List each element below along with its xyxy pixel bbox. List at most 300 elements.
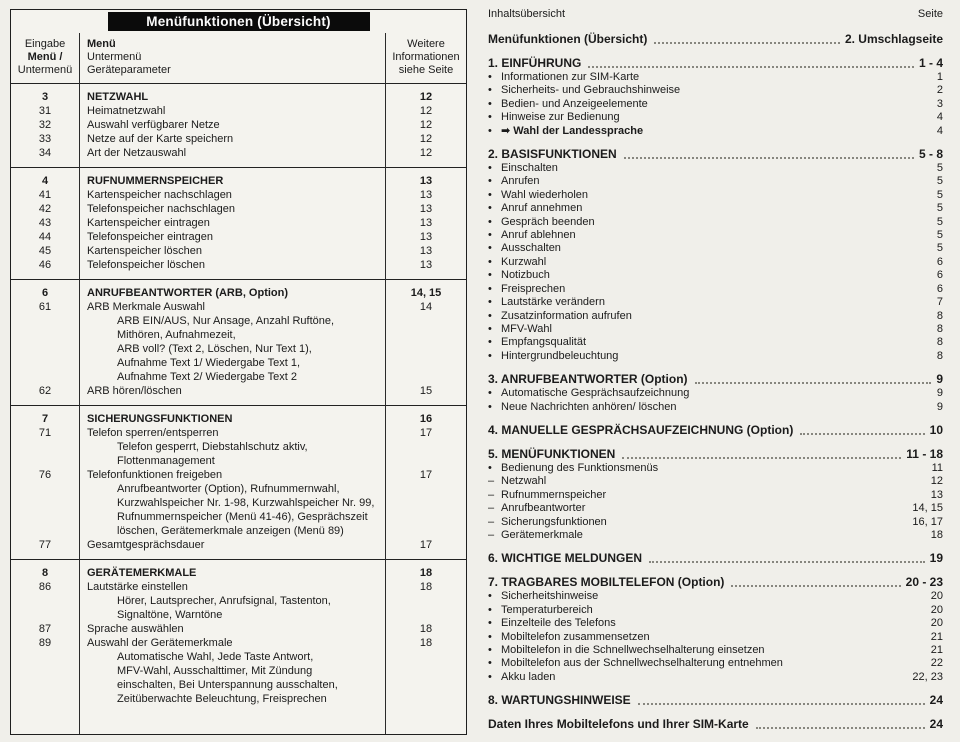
toc-item-text: Lautstärke verändern [501, 296, 605, 309]
menu-label: Auswahl der Gerätemerkmale [87, 637, 233, 649]
dash-icon: – [488, 515, 495, 528]
toc-item [488, 529, 943, 542]
menu-code [11, 608, 79, 622]
toc-item-text: Gespräch beenden [501, 215, 595, 228]
toc-item-page: 6 [936, 255, 943, 268]
toc-item-page: 8 [936, 322, 943, 335]
toc-item-page: 5 [936, 242, 943, 255]
bullet-icon: • [488, 255, 492, 268]
bullet-icon: • [488, 644, 492, 656]
menu-code: 8 [41, 567, 49, 579]
page-ref: 17 [419, 469, 433, 481]
bullet-icon: • [488, 111, 492, 124]
toc-item [488, 387, 943, 400]
toc-item [488, 604, 943, 617]
toc-item-page: 14, 15 [912, 502, 943, 515]
bullet-icon: • [488, 202, 492, 215]
menu-label: ARB hören/löschen [87, 385, 182, 397]
dash-icon: – [488, 528, 495, 541]
bullet-icon: • [488, 461, 492, 474]
page-ref [386, 440, 466, 454]
header-line: Menü / [27, 51, 63, 63]
toc-item-text: Gerätemerkmale [501, 528, 583, 541]
menu-label: Anrufbeantworter (Option), Rufnummernwahl, [117, 483, 340, 495]
toc-item-page: 3 [936, 97, 943, 110]
toc-item-page: 1 [936, 71, 943, 83]
toc-item-text: Anrufbeantworter [501, 502, 586, 515]
toc-item-text: Bedienung des Funktionsmenüs [501, 461, 659, 474]
menu-label: Kartenspeicher eintragen [87, 217, 210, 229]
menu-code: 7 [41, 413, 49, 425]
toc-heading [488, 423, 943, 438]
toc-heading-page: 5 - 8 [918, 147, 943, 162]
menu-label: ANRUFBEANTWORTER (ARB, Option) [87, 287, 289, 299]
toc-item-text: Hintergrundbeleuchtung [501, 349, 619, 362]
menu-code [11, 356, 79, 370]
toc-item-page: 20 [930, 603, 943, 616]
toc-heading [488, 717, 943, 732]
bullet-icon: • [488, 97, 492, 110]
toc-item [488, 657, 943, 670]
menu-code [11, 440, 79, 454]
toc-panel [488, 8, 951, 740]
toc-heading-text: 4. MANUELLE GESPRÄCHSAUFZEICHNUNG (Option) [488, 422, 794, 437]
toc-item-page: 2 [936, 84, 943, 97]
page-ref: 14 [419, 301, 433, 313]
toc-heading-page: 2. Umschlagseite [844, 32, 943, 46]
page-ref: 13 [419, 259, 433, 271]
menu-code: 77 [38, 539, 52, 551]
toc-item-page: 5 [936, 162, 943, 175]
menu-label: Telefon gesperrt, Diebstahlschutz aktiv, [117, 441, 308, 453]
bullet-icon: • [488, 162, 492, 175]
bullet-icon: • [488, 336, 492, 349]
bullet-icon: • [488, 349, 492, 362]
header-line: Untermenü [87, 51, 142, 63]
menu-label: einschalten, Bei Unterspannung ausschalten, [117, 679, 338, 691]
menu-label: Telefonspeicher eintragen [87, 231, 213, 243]
toc-item-page: 4 [936, 124, 943, 137]
bullet-icon: • [488, 229, 492, 242]
toc-item-page: 18 [930, 528, 943, 541]
menu-code: 42 [38, 203, 52, 215]
page-ref: 18 [419, 567, 433, 579]
toc-item-text: Empfangsqualität [501, 336, 586, 349]
menu-code: 71 [38, 427, 52, 439]
menu-code [11, 524, 79, 538]
toc-section [488, 56, 943, 138]
dot-leader-icon [731, 585, 900, 587]
toc-section [488, 423, 943, 438]
menu-label: ARB EIN/AUS, Nur Ansage, Anzahl Ruftöne, [117, 315, 335, 327]
bullet-icon: • [488, 124, 492, 137]
menu-code: 34 [38, 147, 52, 159]
menu-code [11, 664, 79, 678]
toc-heading [488, 372, 943, 387]
header-col-page [386, 38, 466, 77]
menu-code: 62 [38, 385, 52, 397]
header-line: Geräteparameter [87, 64, 171, 76]
menu-label: Gesamtgesprächsdauer [87, 539, 205, 551]
page-ref: 13 [419, 189, 433, 201]
toc-heading-page: 10 [929, 422, 943, 437]
toc-section [488, 693, 943, 708]
page-ref [386, 692, 466, 706]
header-line: Menü [87, 38, 116, 50]
menu-label: ARB voll? (Text 2, Löschen, Nur Text 1), [117, 343, 312, 355]
menu-overview-panel [10, 9, 467, 735]
toc-heading [488, 32, 943, 47]
column-divider [79, 33, 80, 734]
toc-item-text: Zusatzinformation aufrufen [501, 309, 632, 322]
page-ref: 17 [419, 427, 433, 439]
page-ref: 12 [419, 133, 433, 145]
toc-item-page: 5 [936, 202, 943, 215]
toc-item [488, 671, 943, 684]
menu-code: 46 [38, 259, 52, 271]
toc-item [488, 216, 943, 229]
page-ref: 13 [419, 203, 433, 215]
header-col-menu [79, 38, 386, 77]
bullet-icon: • [488, 188, 492, 201]
toc-item [488, 162, 943, 175]
toc-item-text: Wahl wiederholen [501, 188, 589, 201]
toc-item-page: 9 [936, 387, 943, 400]
menu-code [11, 482, 79, 496]
toc-item-page: 16, 17 [912, 515, 943, 528]
toc-item-page: 21 [930, 644, 943, 656]
toc-section [488, 575, 943, 684]
toc-item [488, 502, 943, 515]
toc-heading-text: 2. BASISFUNKTIONEN [488, 147, 617, 162]
menu-code: 76 [38, 469, 52, 481]
menu-label: Netze auf der Karte speichern [87, 133, 234, 145]
menu-code: 4 [41, 175, 49, 187]
bullet-icon: • [488, 617, 492, 630]
toc-heading-text: 8. WARTUNGSHINWEISE [488, 693, 631, 708]
toc-item [488, 590, 943, 603]
bullet-icon: • [488, 84, 492, 97]
menu-label: Heimatnetzwahl [87, 105, 166, 117]
toc-item-text: Sicherheits- und Gebrauchshinweise [501, 84, 681, 97]
toc-item-text: Informationen zur SIM-Karte [501, 71, 640, 83]
menu-code [11, 692, 79, 706]
toc-item-text: Freisprechen [501, 282, 566, 295]
menu-label: ARB Merkmale Auswahl [87, 301, 205, 313]
toc-item-page: 8 [936, 309, 943, 322]
toc-item-text: Mobiltelefon aus der Schnellwechselhalterung entnehmen [501, 657, 783, 670]
toc-item-page: 5 [936, 229, 943, 242]
toc-heading-text: 3. ANRUFBEANTWORTER (Option) [488, 372, 688, 387]
header-line: Eingabe [24, 38, 66, 50]
page-ref: 13 [419, 217, 433, 229]
toc-item-page: 5 [936, 215, 943, 228]
toc-heading [488, 447, 943, 462]
toc-title: Inhaltsübersicht [488, 8, 566, 20]
menu-code: 45 [38, 245, 52, 257]
toc-section [488, 372, 943, 414]
toc-item [488, 98, 943, 111]
toc-item [488, 323, 943, 336]
toc-item [488, 336, 943, 349]
page-ref [386, 664, 466, 678]
menu-label: Zeitüberwachte Beleuchtung, Freisprechen [117, 693, 327, 705]
page-ref: 12 [419, 147, 433, 159]
toc-item [488, 269, 943, 282]
menu-table [11, 33, 466, 734]
toc-heading-page: 1 - 4 [918, 56, 943, 70]
toc-item-text: Kurzwahl [501, 255, 547, 268]
toc-item [488, 256, 943, 269]
menu-label: Flottenmanagement [117, 455, 215, 467]
page-ref: 13 [419, 231, 433, 243]
bullet-icon: • [488, 657, 492, 670]
menu-label: Automatische Wahl, Jede Taste Antwort, [117, 651, 314, 663]
menu-code: 6 [41, 287, 49, 299]
page-ref [386, 678, 466, 692]
menu-code: 41 [38, 189, 52, 201]
menu-label: Telefonspeicher löschen [87, 259, 206, 271]
menu-label: GERÄTEMERKMALE [87, 567, 197, 579]
dot-leader-icon [649, 561, 925, 563]
bullet-icon: • [488, 309, 492, 322]
toc-heading-page: 19 [929, 551, 943, 566]
toc-heading-page: 24 [929, 693, 943, 708]
menu-code: 33 [38, 133, 52, 145]
toc-heading [488, 147, 943, 162]
page-ref: 13 [419, 175, 433, 187]
bullet-icon: • [488, 670, 492, 683]
toc-section [488, 447, 943, 542]
toc-item [488, 202, 943, 215]
bullet-icon: • [488, 215, 492, 228]
toc-heading-page: 24 [929, 717, 943, 732]
toc-heading-text: Daten Ihres Mobiltelefons und Ihrer SIM-Karte [488, 717, 749, 732]
toc-item [488, 644, 943, 657]
toc-item [488, 229, 943, 242]
toc-item [488, 175, 943, 188]
menu-code: 31 [38, 105, 52, 117]
toc-item-text: Notizbuch [501, 269, 550, 282]
toc-topline [488, 8, 943, 21]
bullet-icon: • [488, 242, 492, 255]
toc-heading-text: 6. WICHTIGE MELDUNGEN [488, 551, 643, 566]
toc-page-column-label: Seite [917, 8, 943, 20]
toc-item-text: Hinweise zur Bedienung [501, 111, 620, 124]
bullet-icon: • [488, 400, 492, 413]
toc-item [488, 631, 943, 644]
menu-code [11, 496, 79, 510]
toc-heading [488, 56, 943, 71]
page-ref: 17 [419, 539, 433, 551]
toc-item [488, 489, 943, 502]
dash-icon: – [488, 475, 495, 488]
menu-label: Lautstärke einstellen [87, 581, 188, 593]
page-ref: 18 [419, 581, 433, 593]
toc-item-text: Akku laden [501, 670, 556, 683]
toc-item-text: Einschalten [501, 162, 558, 175]
toc-heading-page: 20 - 23 [905, 575, 943, 590]
page-ref: 18 [419, 623, 433, 635]
bullet-icon: • [488, 630, 492, 643]
bullet-icon: • [488, 296, 492, 309]
toc-heading-text: Menüfunktionen (Übersicht) [488, 32, 648, 46]
menu-code [11, 370, 79, 384]
toc-item-page: 6 [936, 282, 943, 295]
toc-item [488, 125, 943, 138]
arrow-toc-item-text: ➡ Wahl der Landessprache [501, 124, 644, 137]
dot-leader-icon [756, 727, 925, 729]
toc-section [488, 32, 943, 47]
page-ref: 15 [419, 385, 433, 397]
toc-item [488, 310, 943, 323]
dot-leader-icon [695, 382, 932, 384]
page-ref [386, 482, 466, 496]
toc-item [488, 189, 943, 202]
menu-label: RUFNUMMERNSPEICHER [87, 175, 224, 187]
toc-item-text: Neue Nachrichten anhören/ löschen [501, 400, 677, 413]
toc-item-page: 8 [936, 336, 943, 349]
page-ref [386, 370, 466, 384]
menu-code: 32 [38, 119, 52, 131]
menu-code: 89 [38, 637, 52, 649]
menu-code: 43 [38, 217, 52, 229]
menu-code [11, 342, 79, 356]
toc-item-text: Temperaturbereich [501, 603, 593, 616]
menu-label: Telefon sperren/entsperren [87, 427, 219, 439]
menu-label: Rufnummernspeicher (Menü 41-46), Gesprächszeit [117, 511, 368, 523]
toc-item-page: 21 [930, 630, 943, 643]
menu-code: 3 [41, 91, 49, 103]
toc-item [488, 242, 943, 255]
page-ref: 12 [419, 91, 433, 103]
page-ref: 13 [419, 245, 433, 257]
menu-label: Mithören, Aufnahmezeit, [117, 329, 236, 341]
toc-item-text: Netzwahl [501, 475, 547, 488]
column-divider [385, 33, 386, 734]
menu-code: 61 [38, 301, 52, 313]
toc-heading-text: 7. TRAGBARES MOBILTELEFON (Option) [488, 575, 725, 590]
toc-item-page: 7 [936, 296, 943, 309]
page-ref [386, 608, 466, 622]
toc-section [488, 717, 943, 732]
page-ref: 16 [419, 413, 433, 425]
toc-item-text: Anruf annehmen [501, 202, 583, 215]
toc-item-text: Einzelteile des Telefons [501, 617, 616, 630]
toc-item [488, 462, 943, 475]
menu-label: Telefonspeicher nachschlagen [87, 203, 235, 215]
toc-item-page: 6 [936, 269, 943, 282]
toc-item-page: 4 [936, 111, 943, 124]
menu-code: 44 [38, 231, 52, 243]
page-ref [386, 328, 466, 342]
toc-item-page: 22 [930, 657, 943, 670]
toc-item-page: 5 [936, 175, 943, 188]
toc-item-page: 11 [931, 461, 943, 474]
page-ref [386, 314, 466, 328]
header-line: Untermenü [17, 64, 73, 76]
bullet-icon: • [488, 71, 492, 83]
page-ref [386, 510, 466, 524]
toc-item [488, 283, 943, 296]
dot-leader-icon [588, 66, 914, 68]
menu-code: 87 [38, 623, 52, 635]
toc-item-text: Anrufen [501, 175, 540, 188]
page-ref [386, 496, 466, 510]
toc-item [488, 111, 943, 124]
dot-leader-icon [654, 42, 840, 44]
menu-table-title: Menüfunktionen (Übersicht) [108, 12, 370, 31]
toc-heading-text: 1. EINFÜHRUNG [488, 56, 582, 70]
dot-leader-icon [800, 433, 924, 435]
toc-item-text: Sicherheitshinweise [501, 590, 599, 603]
toc-item-page: 9 [936, 400, 943, 413]
menu-label: löschen, Gerätemerkmale anzeigen (Menü 89) [117, 525, 344, 537]
dash-icon: – [488, 488, 495, 501]
menu-code: 86 [38, 581, 52, 593]
menu-label: Aufnahme Text 2/ Wiedergabe Text 2 [117, 371, 297, 383]
menu-label: SICHERUNGSFUNKTIONEN [87, 413, 233, 425]
page-ref [386, 454, 466, 468]
menu-label: Auswahl verfügbarer Netze [87, 119, 220, 131]
page-ref [386, 524, 466, 538]
toc-heading [488, 693, 943, 708]
toc-item-text: Rufnummernspeicher [501, 488, 607, 501]
toc-item-page: 8 [936, 349, 943, 362]
bullet-icon: • [488, 590, 492, 603]
dash-icon: – [488, 502, 495, 515]
page-ref: 14, 15 [410, 287, 442, 299]
menu-code [11, 594, 79, 608]
page-ref [386, 356, 466, 370]
bullet-icon: • [488, 387, 492, 400]
toc-item-text: Mobiltelefon zusammensetzen [501, 630, 650, 643]
menu-code [11, 650, 79, 664]
menu-label: Aufnahme Text 1/ Wiedergabe Text 1, [117, 357, 301, 369]
toc-item-text: Mobiltelefon in die Schnellwechselhalterung einsetzen [501, 644, 765, 656]
page-ref: 12 [419, 105, 433, 117]
dot-leader-icon [638, 703, 925, 705]
toc-item [488, 401, 943, 414]
toc-section [488, 551, 943, 566]
menu-code [11, 314, 79, 328]
menu-label: Art der Netzauswahl [87, 147, 187, 159]
menu-label: Kartenspeicher nachschlagen [87, 189, 232, 201]
page-ref [386, 594, 466, 608]
toc-item-text: Automatische Gesprächsaufzeichnung [501, 387, 690, 400]
bullet-icon: • [488, 175, 492, 188]
toc-heading [488, 551, 943, 566]
page-ref [386, 650, 466, 664]
toc-item-text: Anruf ablehnen [501, 229, 576, 242]
page-ref [386, 342, 466, 356]
dot-leader-icon [624, 157, 914, 159]
header-line: Weitere [407, 38, 445, 50]
toc-item-page: 12 [930, 475, 943, 488]
toc-sections [488, 32, 943, 732]
toc-item [488, 516, 943, 529]
menu-label: Telefonfunktionen freigeben [87, 469, 223, 481]
toc-heading-page: 11 - 18 [906, 446, 943, 461]
toc-item-text: MFV-Wahl [501, 322, 552, 335]
menu-label: Kartenspeicher löschen [87, 245, 202, 257]
toc-item [488, 475, 943, 488]
menu-label: Signaltöne, Warntöne [117, 609, 223, 621]
bullet-icon: • [488, 282, 492, 295]
bullet-icon: • [488, 603, 492, 616]
toc-item-text: Bedien- und Anzeigeelemente [501, 97, 648, 110]
toc-item [488, 350, 943, 363]
